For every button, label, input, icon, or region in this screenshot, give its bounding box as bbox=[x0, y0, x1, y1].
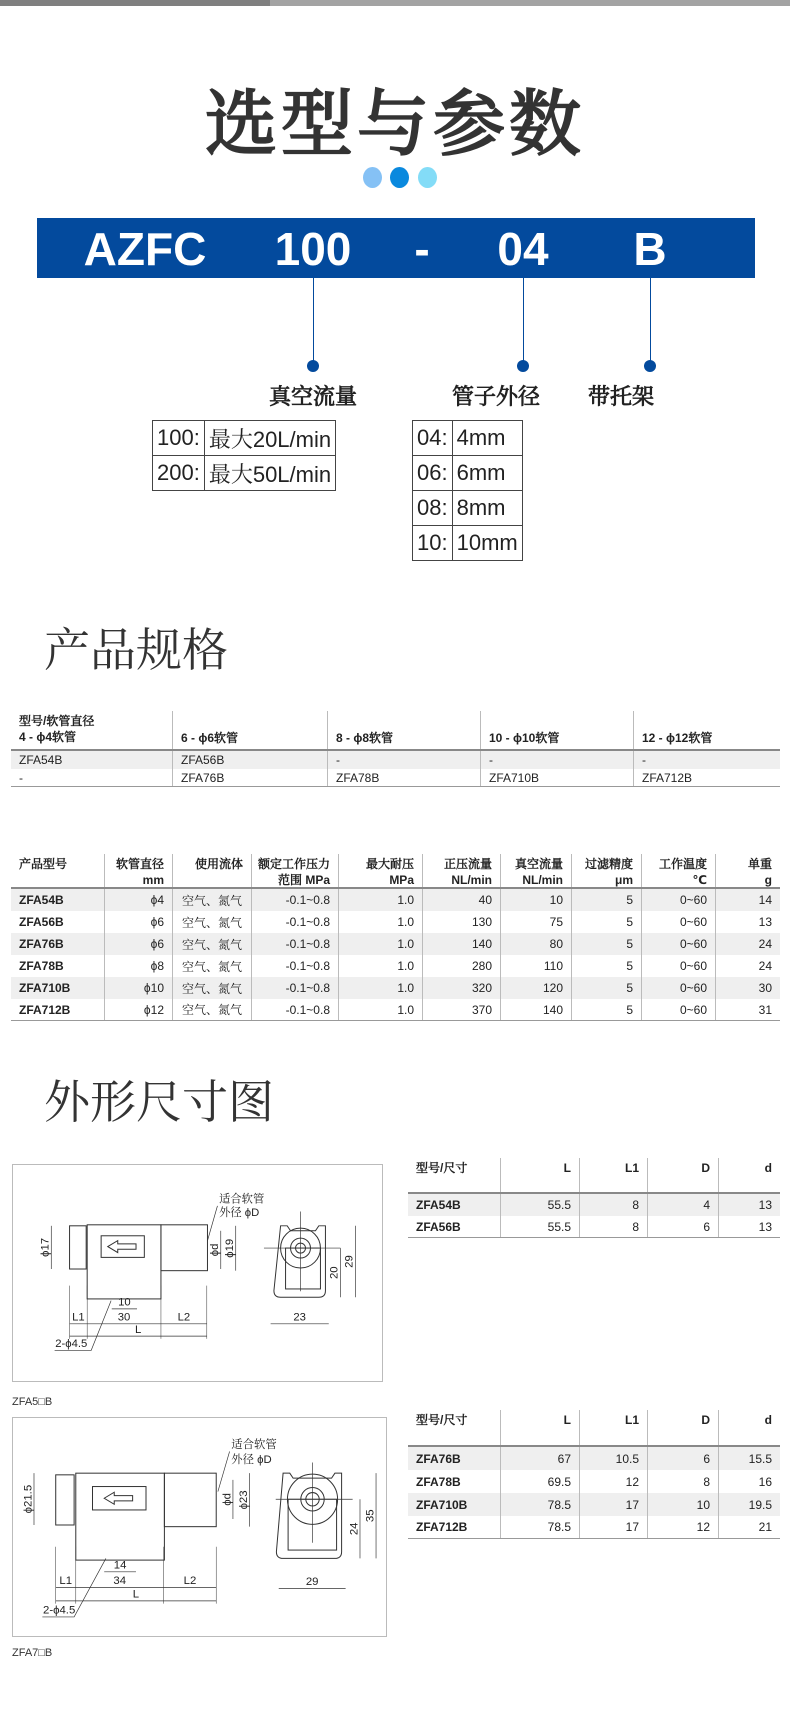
option-code: 06: bbox=[413, 456, 453, 491]
table-cell: 110 bbox=[500, 955, 571, 977]
dimensions-heading: 外形尺寸图 bbox=[44, 1076, 274, 1128]
table-cell: ZFA54B bbox=[19, 893, 64, 907]
table-cell: ZFA56B bbox=[172, 751, 327, 769]
l2-dim-label: L2 bbox=[177, 1311, 191, 1324]
table-cell: 空气、氮气 bbox=[172, 977, 251, 999]
table-cell: 空气、氮气 bbox=[172, 933, 251, 955]
header-text: 12 - ϕ12软管 bbox=[642, 731, 713, 745]
body-length-dim-label: 34 bbox=[113, 1575, 127, 1588]
center-height-label: 20 bbox=[328, 1266, 341, 1279]
column-header bbox=[579, 1158, 647, 1192]
table-cell: ZFA712B bbox=[416, 1520, 468, 1534]
column-header bbox=[251, 854, 338, 887]
column-header bbox=[408, 1158, 500, 1192]
column-header bbox=[104, 854, 172, 887]
column-header bbox=[500, 854, 571, 887]
table-cell: ZFA710B bbox=[480, 769, 633, 786]
table-cell: 69.5 bbox=[500, 1470, 579, 1493]
l1-dim-label: L1 bbox=[72, 1311, 85, 1324]
decor-dot-2 bbox=[390, 167, 409, 188]
flow-window-shape bbox=[93, 1487, 146, 1510]
table-cell: 130 bbox=[422, 911, 500, 933]
table-cell: 78.5 bbox=[500, 1493, 579, 1516]
dim-table-zfa7 bbox=[408, 1410, 780, 1539]
header-text: mm bbox=[142, 873, 164, 887]
table-cell: 75 bbox=[500, 911, 571, 933]
header-text: 工作温度 bbox=[658, 857, 707, 871]
option-value: 6mm bbox=[452, 456, 522, 491]
table-row bbox=[408, 1216, 780, 1238]
table-cell: ZFA56B bbox=[19, 915, 64, 929]
leader-line-bracket bbox=[650, 278, 651, 365]
header-text: 产品型号 bbox=[19, 857, 68, 871]
column-header bbox=[422, 854, 500, 887]
table-cell: 5 bbox=[571, 889, 641, 911]
header-text: 软管直径 bbox=[115, 857, 164, 871]
table-cell: 8 bbox=[579, 1216, 647, 1237]
table-header bbox=[11, 854, 780, 889]
table-cell: - bbox=[480, 751, 633, 769]
header-text: d bbox=[764, 1161, 772, 1175]
table-cell: 13 bbox=[718, 1216, 780, 1237]
left-fitting-shape bbox=[56, 1475, 74, 1525]
table-cell: 0~60 bbox=[641, 911, 715, 933]
column-header bbox=[338, 854, 422, 887]
table-cell: 10.5 bbox=[579, 1447, 647, 1470]
leader-dot-bracket bbox=[644, 360, 656, 372]
l1-dim-label: L1 bbox=[59, 1575, 73, 1588]
table-cell: 24 bbox=[715, 955, 780, 977]
column-header bbox=[641, 854, 715, 887]
table-cell: ϕ6 bbox=[104, 933, 172, 955]
end-width-dim-label: 23 bbox=[293, 1311, 306, 1324]
header-text: 型号/软管直径 bbox=[19, 714, 95, 728]
column-header bbox=[715, 854, 780, 887]
header-text: d bbox=[764, 1413, 772, 1427]
table-cell: 5 bbox=[571, 977, 641, 999]
table-cell: 13 bbox=[718, 1194, 780, 1216]
table-cell: 15.5 bbox=[718, 1447, 780, 1470]
model-table bbox=[11, 711, 780, 787]
end-view-frame bbox=[274, 1226, 326, 1297]
specs-heading: 产品规格 bbox=[44, 624, 228, 676]
table-row bbox=[408, 1470, 780, 1493]
leader-dot-tube bbox=[517, 360, 529, 372]
leader-line-flow bbox=[313, 278, 314, 365]
table-cell: 8 bbox=[579, 1194, 647, 1216]
table-cell: -0.1~0.8 bbox=[251, 889, 338, 911]
header-text: MPa bbox=[389, 873, 414, 887]
diagram-zfa5-box bbox=[12, 1164, 383, 1382]
table-cell: ZFA78B bbox=[416, 1474, 461, 1489]
table-cell: ϕ6 bbox=[104, 911, 172, 933]
table-cell: 空气、氮气 bbox=[172, 889, 251, 911]
header-text: L bbox=[563, 1161, 571, 1175]
column-header bbox=[647, 1410, 718, 1445]
column-header bbox=[172, 854, 251, 887]
tube-od-label: 外径 ϕD bbox=[231, 1454, 272, 1467]
header-text: 8 - ϕ8软管 bbox=[336, 731, 394, 745]
table-cell: -0.1~0.8 bbox=[251, 911, 338, 933]
diagram-caption: ZFA5□B bbox=[12, 1396, 53, 1408]
option-row bbox=[413, 491, 523, 526]
diagram-zfa7 bbox=[13, 1418, 386, 1636]
diagram-zfa7-box bbox=[12, 1417, 387, 1637]
column-header bbox=[172, 711, 327, 749]
table-row bbox=[11, 769, 780, 787]
tube-note-label: 适合软管 bbox=[231, 1439, 277, 1452]
mounting-holes-label: 2-ϕ4.5 bbox=[55, 1338, 88, 1351]
end-view-bracket bbox=[286, 1248, 321, 1289]
table-cell: 140 bbox=[422, 933, 500, 955]
table-cell: 12 bbox=[579, 1470, 647, 1493]
table-cell: 1.0 bbox=[338, 933, 422, 955]
option-row bbox=[153, 456, 336, 491]
table-cell: 空气、氮气 bbox=[172, 911, 251, 933]
header-text: 型号/尺寸 bbox=[416, 1161, 468, 1175]
tube-inner-dim-label: ϕd bbox=[221, 1493, 234, 1506]
table-cell: 55.5 bbox=[500, 1194, 579, 1216]
table-cell: -0.1~0.8 bbox=[251, 999, 338, 1020]
table-cell: 67 bbox=[500, 1447, 579, 1470]
table-row bbox=[408, 1194, 780, 1216]
table-cell: ZFA710B bbox=[19, 981, 71, 995]
diagram-zfa5 bbox=[13, 1165, 382, 1381]
header-text: 使用流体 bbox=[194, 857, 243, 871]
table-cell: -0.1~0.8 bbox=[251, 977, 338, 999]
header-text: NL/min bbox=[522, 873, 563, 887]
flow-arrow-icon bbox=[108, 1241, 136, 1253]
table-cell: 21 bbox=[718, 1516, 780, 1538]
table-cell: 40 bbox=[422, 889, 500, 911]
height-label: 29 bbox=[343, 1255, 356, 1268]
header-text: 单重 bbox=[747, 857, 772, 871]
right-fitting-shape bbox=[161, 1225, 208, 1271]
table-cell: 320 bbox=[422, 977, 500, 999]
option-code: 04: bbox=[413, 421, 453, 456]
table-cell: ϕ4 bbox=[104, 889, 172, 911]
left-fitting-shape bbox=[70, 1226, 87, 1269]
tube-od-label: 外径 ϕD bbox=[219, 1206, 260, 1219]
table-cell: ZFA712B bbox=[633, 769, 780, 786]
header-text: D bbox=[701, 1413, 710, 1427]
column-header bbox=[327, 711, 480, 749]
leader-dot-flow bbox=[307, 360, 319, 372]
header-text: L bbox=[563, 1413, 571, 1427]
column-header bbox=[718, 1410, 780, 1445]
table-cell: 17 bbox=[579, 1516, 647, 1538]
table-cell: 140 bbox=[500, 999, 571, 1020]
tube-note-leader bbox=[207, 1206, 217, 1241]
table-row bbox=[408, 1447, 780, 1470]
header-text: 4 - ϕ4软管 bbox=[19, 730, 77, 744]
right-fitting-shape bbox=[164, 1473, 216, 1526]
param-table bbox=[11, 854, 780, 1021]
table-cell: 1.0 bbox=[338, 977, 422, 999]
option-code: 100: bbox=[153, 421, 205, 456]
option-value: 最大20L/min bbox=[204, 421, 335, 456]
table-row bbox=[11, 911, 780, 933]
option-value: 最大50L/min bbox=[204, 456, 335, 491]
top-bar-right bbox=[270, 0, 790, 6]
table-cell: 24 bbox=[715, 933, 780, 955]
header-text: 额定工作压力 bbox=[257, 857, 330, 871]
page-title: 选型与参数 bbox=[204, 85, 585, 165]
option-label-tube: 管子外径 bbox=[451, 384, 541, 409]
table-cell: ZFA56B bbox=[416, 1219, 461, 1234]
table-cell: ϕ10 bbox=[104, 977, 172, 999]
table-cell: 120 bbox=[500, 977, 571, 999]
hole-pitch-dim-label: 10 bbox=[118, 1296, 131, 1309]
column-header bbox=[500, 1158, 579, 1192]
total-length-dim-label: L bbox=[132, 1588, 140, 1601]
option-value: 8mm bbox=[452, 491, 522, 526]
column-header bbox=[480, 711, 633, 749]
table-cell: - bbox=[19, 770, 23, 785]
header-text: 型号/尺寸 bbox=[416, 1413, 468, 1427]
table-cell: ZFA76B bbox=[172, 769, 327, 786]
table-cell: 4 bbox=[647, 1194, 718, 1216]
table-cell: 空气、氮气 bbox=[172, 999, 251, 1020]
header-text: μm bbox=[614, 873, 633, 887]
table-cell: ZFA710B bbox=[416, 1497, 468, 1512]
header-text: g bbox=[764, 873, 772, 887]
body-diameter-dim-label: ϕ17 bbox=[39, 1237, 52, 1257]
header-text: 过滤精度 bbox=[584, 857, 633, 871]
code-flow: 100 bbox=[274, 223, 352, 275]
table-header bbox=[11, 711, 780, 751]
code-series: AZFC bbox=[83, 223, 207, 275]
option-code: 08: bbox=[413, 491, 453, 526]
table-cell: - bbox=[327, 751, 480, 769]
leader-line-tube bbox=[523, 278, 524, 365]
option-code: 10: bbox=[413, 526, 453, 561]
table-cell: 1.0 bbox=[338, 911, 422, 933]
table-cell: 55.5 bbox=[500, 1216, 579, 1237]
table-cell: 0~60 bbox=[641, 955, 715, 977]
table-cell: 80 bbox=[500, 933, 571, 955]
option-row bbox=[413, 526, 523, 561]
tube-options-table bbox=[412, 420, 523, 561]
center-height-label: 24 bbox=[348, 1522, 361, 1536]
table-cell: 16 bbox=[718, 1470, 780, 1493]
header-text: 6 - ϕ6软管 bbox=[181, 731, 239, 745]
table-cell: 10 bbox=[500, 889, 571, 911]
header-text: L1 bbox=[624, 1161, 639, 1175]
table-cell: 1.0 bbox=[338, 999, 422, 1020]
table-row bbox=[11, 999, 780, 1021]
table-cell: 13 bbox=[715, 911, 780, 933]
table-cell: 空气、氮气 bbox=[172, 955, 251, 977]
table-cell: 0~60 bbox=[641, 889, 715, 911]
option-row bbox=[413, 421, 523, 456]
table-row bbox=[11, 751, 780, 769]
table-header bbox=[408, 1158, 780, 1194]
header-text: ℃ bbox=[692, 873, 707, 887]
header-text: 真空流量 bbox=[514, 857, 563, 871]
table-row bbox=[11, 889, 780, 911]
table-cell: ZFA76B bbox=[19, 937, 64, 951]
table-cell: ZFA78B bbox=[327, 769, 480, 786]
table-cell: 30 bbox=[715, 977, 780, 999]
mounting-holes-label: 2-ϕ4.5 bbox=[43, 1604, 76, 1617]
table-cell: ϕ12 bbox=[104, 999, 172, 1020]
code-bracket: B bbox=[633, 223, 667, 275]
code-tube: 04 bbox=[497, 223, 549, 275]
column-header bbox=[647, 1158, 718, 1192]
table-header bbox=[408, 1410, 780, 1447]
table-row bbox=[408, 1516, 780, 1539]
table-row bbox=[11, 977, 780, 999]
table-cell: 0~60 bbox=[641, 999, 715, 1020]
header-text: 10 - ϕ10软管 bbox=[489, 731, 560, 745]
top-bar-left bbox=[0, 0, 270, 6]
table-cell: ZFA54B bbox=[19, 753, 63, 767]
option-row bbox=[413, 456, 523, 491]
table-row bbox=[408, 1493, 780, 1516]
table-row bbox=[11, 933, 780, 955]
flow-options-table bbox=[152, 420, 336, 491]
flow-arrow-icon bbox=[104, 1492, 132, 1504]
body-diameter-dim-label: ϕ21.5 bbox=[22, 1484, 35, 1514]
header-text: NL/min bbox=[451, 873, 492, 887]
table-cell: ϕ8 bbox=[104, 955, 172, 977]
column-header bbox=[718, 1158, 780, 1192]
outer-diameter-dim-label: ϕ23 bbox=[237, 1490, 250, 1510]
hole-pitch-dim-label: 14 bbox=[113, 1559, 127, 1572]
tube-inner-dim-label: ϕd bbox=[209, 1243, 222, 1257]
table-cell: -0.1~0.8 bbox=[251, 955, 338, 977]
total-length-dim-label: L bbox=[135, 1323, 142, 1336]
table-cell: 17 bbox=[579, 1493, 647, 1516]
table-cell: 0~60 bbox=[641, 977, 715, 999]
l2-dim-label: L2 bbox=[183, 1575, 197, 1588]
header-text: L1 bbox=[624, 1413, 639, 1427]
table-cell: 6 bbox=[647, 1447, 718, 1470]
tube-note-leader bbox=[218, 1451, 230, 1491]
table-cell: - bbox=[633, 751, 780, 769]
decor-dot-3 bbox=[418, 167, 437, 188]
column-header bbox=[11, 854, 104, 887]
table-cell: 1.0 bbox=[338, 889, 422, 911]
dim-table-zfa5 bbox=[408, 1158, 780, 1238]
header-text: D bbox=[701, 1161, 710, 1175]
table-cell: ZFA712B bbox=[19, 1002, 71, 1017]
table-cell: 1.0 bbox=[338, 955, 422, 977]
height-label: 35 bbox=[364, 1509, 377, 1523]
table-cell: ZFA76B bbox=[416, 1451, 461, 1466]
table-cell: 0~60 bbox=[641, 933, 715, 955]
option-value: 4mm bbox=[452, 421, 522, 456]
header-text: 正压流量 bbox=[443, 857, 492, 871]
table-cell: 8 bbox=[647, 1470, 718, 1493]
header-text: 范围 MPa bbox=[277, 873, 330, 887]
body-length-dim-label: 30 bbox=[117, 1311, 131, 1324]
column-header bbox=[500, 1410, 579, 1445]
table-cell: 280 bbox=[422, 955, 500, 977]
table-cell: 78.5 bbox=[500, 1516, 579, 1538]
table-cell: 10 bbox=[647, 1493, 718, 1516]
option-label-bracket: 带托架 bbox=[587, 384, 655, 409]
end-width-dim-label: 29 bbox=[305, 1576, 319, 1589]
column-header bbox=[579, 1410, 647, 1445]
column-header bbox=[408, 1410, 500, 1445]
table-cell: ZFA78B bbox=[19, 959, 64, 973]
option-row bbox=[153, 421, 336, 456]
header-text: 最大耐压 bbox=[365, 857, 414, 871]
table-row bbox=[11, 955, 780, 977]
option-code: 200: bbox=[153, 456, 205, 491]
diagram-caption: ZFA7□B bbox=[12, 1647, 53, 1659]
outer-diameter-dim-label: ϕ19 bbox=[224, 1238, 237, 1258]
column-header bbox=[633, 711, 780, 749]
code-dash: - bbox=[414, 223, 430, 275]
column-header bbox=[571, 854, 641, 887]
table-cell: 5 bbox=[571, 955, 641, 977]
decor-dot-1 bbox=[363, 167, 382, 188]
option-value: 10mm bbox=[452, 526, 522, 561]
table-cell: 14 bbox=[715, 889, 780, 911]
table-cell: 12 bbox=[647, 1516, 718, 1538]
column-header bbox=[11, 711, 172, 749]
table-cell: 19.5 bbox=[718, 1493, 780, 1516]
table-cell: 5 bbox=[571, 933, 641, 955]
table-cell: ZFA54B bbox=[416, 1198, 461, 1212]
table-cell: 370 bbox=[422, 999, 500, 1020]
table-cell: 6 bbox=[647, 1216, 718, 1237]
table-cell: 5 bbox=[571, 911, 641, 933]
option-label-flow: 真空流量 bbox=[268, 384, 358, 409]
table-cell: 31 bbox=[715, 999, 780, 1020]
table-cell: 5 bbox=[571, 999, 641, 1020]
table-cell: -0.1~0.8 bbox=[251, 933, 338, 955]
tube-note-label: 适合软管 bbox=[219, 1193, 265, 1206]
